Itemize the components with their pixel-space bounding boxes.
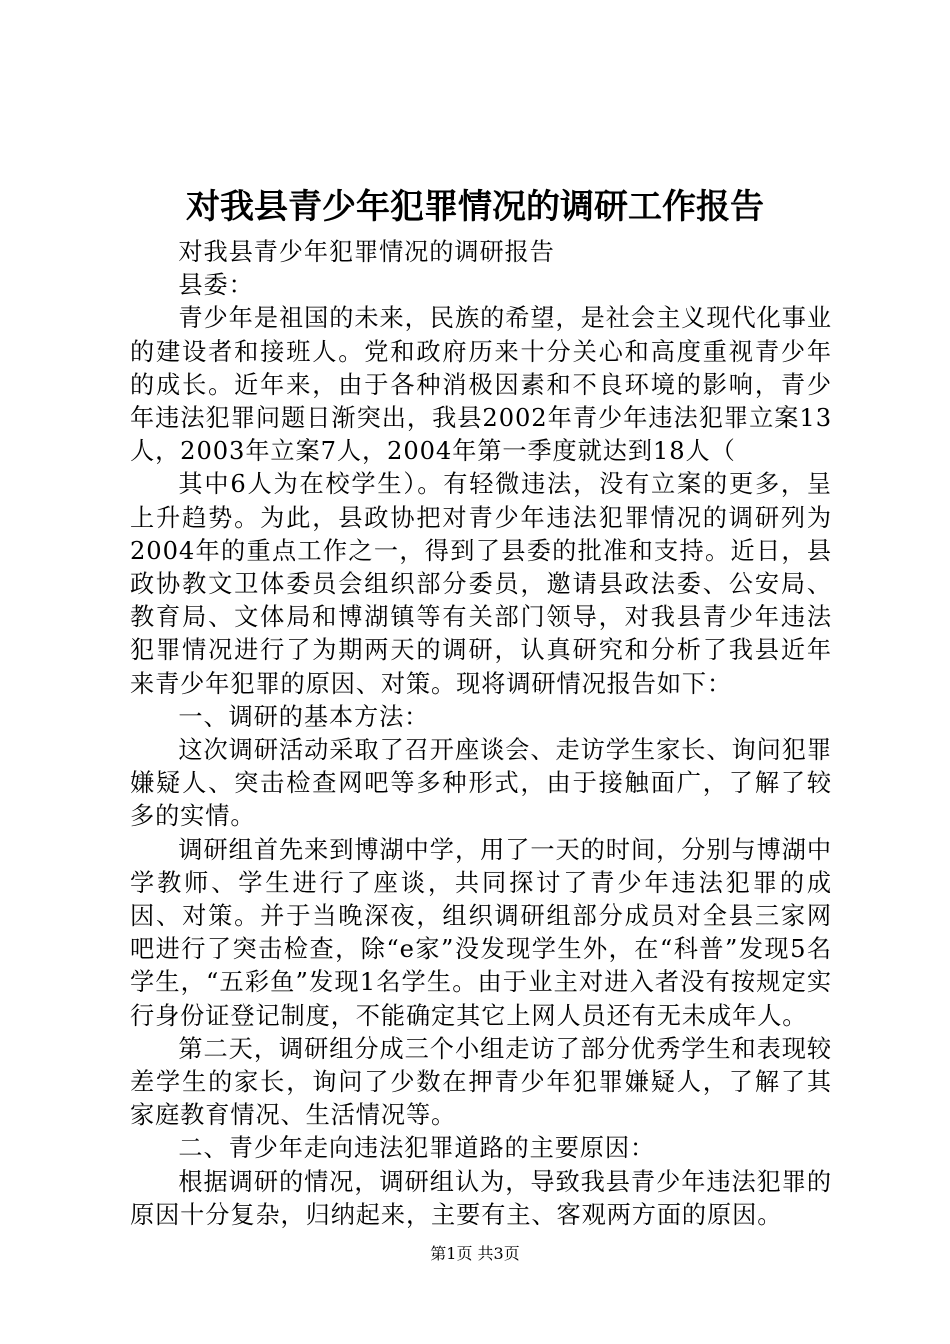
body-paragraph: 调研组首先来到博湖中学，用了一天的时间，分别与博湖中学教师、学生进行了座谈，共同探讨了青少年违法犯罪的成因、对策。并于当晚深夜，组织调研组部分成员对全县三家网吧进行了突击检查，除“e家”没发现学生外，在“科普”发现5名学生，“五彩鱼”发现1名学生。由于业主对进入者没有按规定实行身份证登记制度，不能确定其它上网人员还有无未成年人。 [130, 835, 832, 1030]
section-heading: 一、调研的基本方法： [178, 702, 430, 731]
body-paragraph: 根据调研的情况，调研组认为，导致我县青少年违法犯罪的原因十分复杂，归纳起来，主要有主、客观两方面的原因。 [130, 1167, 832, 1229]
page-footer: 第1页 共3页 [430, 1244, 520, 1263]
body-paragraph: 第二天，调研组分成三个小组走访了部分优秀学生和表现较差学生的家长，询问了少数在押青少年犯罪嫌疑人，了解了其家庭教育情况、生活情况等。 [130, 1034, 832, 1130]
section-heading: 二、青少年走向违法犯罪道路的主要原因： [178, 1134, 656, 1163]
body-paragraph: 这次调研活动采取了召开座谈会、走访学生家长、询问犯罪嫌疑人、突击检查网吧等多种形式，由于接触面广，了解了较多的实情。 [130, 736, 832, 831]
document-title: 对我县青少年犯罪情况的调研工作报告 [186, 187, 764, 227]
salutation-paragraph: 县委： [178, 271, 254, 300]
body-paragraph: 其中6人为在校学生）。有轻微违法，没有立案的更多，呈上升趋势。为此，县政协把对青少年违法犯罪情况的调研列为2004年的重点工作之一，得到了县委的批准和支持。近日，县政协教文卫体委员会组织部分委员，邀请县政法委、公安局、教育局、文体局和博湖镇等有关部门领导，对我县青少年违法犯罪情况进行了为期两天的调研，认真研究和分析了我县近年来青少年犯罪的原因、对策。现将调研情况报告如下： [130, 470, 832, 698]
document-body [130, 236, 832, 1232]
subtitle-paragraph: 对我县青少年犯罪情况的调研报告 [178, 238, 555, 266]
body-paragraph: 青少年是祖国的未来，民族的希望，是社会主义现代化事业的建设者和接班人。党和政府历来十分关心和高度重视青少年的成长。近年来，由于各种消极因素和不良环境的影响，青少年违法犯罪问题日渐突出，我县2002年青少年违法犯罪立案13人，2003年立案7人，2004年第一季度就达到18人（ [130, 304, 832, 466]
